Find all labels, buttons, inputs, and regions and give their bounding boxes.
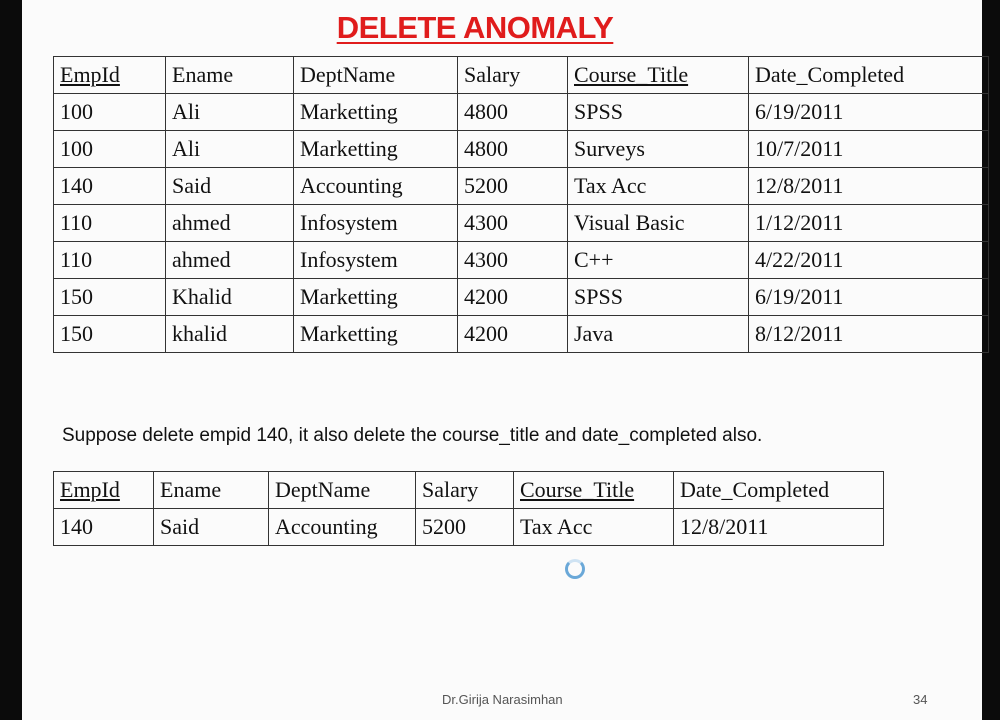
cell-empid: 100 (54, 94, 166, 131)
loading-spinner-icon (565, 559, 585, 579)
cell-empid: 150 (54, 316, 166, 353)
slide-page-number: 34 (913, 692, 928, 707)
cell-empid: 110 (54, 205, 166, 242)
cell-deptname: Accounting (294, 168, 458, 205)
cell-salary: 4800 (458, 131, 568, 168)
cell-salary: 4300 (458, 242, 568, 279)
table-row (54, 168, 989, 205)
cell-salary: 5200 (416, 509, 514, 546)
cell-salary: 4200 (458, 279, 568, 316)
header-salary: Salary (416, 472, 514, 509)
cell-empid: 100 (54, 131, 166, 168)
cell-empid: 110 (54, 242, 166, 279)
footer-author: Dr.Girija Narasimhan (442, 692, 563, 707)
header-course-title: Course_Title (568, 57, 749, 94)
table-row (54, 242, 989, 279)
table-header-row (54, 472, 884, 509)
cell-deptname: Infosystem (294, 242, 458, 279)
cell-course-title: Tax Acc (568, 168, 749, 205)
cell-salary: 5200 (458, 168, 568, 205)
cell-deptname: Marketting (294, 131, 458, 168)
header-empid: EmpId (54, 472, 154, 509)
cell-ename: Ali (166, 131, 294, 168)
header-ename: Ename (166, 57, 294, 94)
cell-course-title: SPSS (568, 94, 749, 131)
cell-ename: Said (154, 509, 269, 546)
cell-salary: 4200 (458, 316, 568, 353)
cell-deptname: Accounting (269, 509, 416, 546)
table-header-row (54, 57, 989, 94)
cell-ename: ahmed (166, 205, 294, 242)
cell-course-title: Tax Acc (514, 509, 674, 546)
cell-course-title: SPSS (568, 279, 749, 316)
table-row (54, 94, 989, 131)
cell-salary: 4800 (458, 94, 568, 131)
cell-deptname: Marketting (294, 279, 458, 316)
cell-ename: khalid (166, 316, 294, 353)
cell-ename: Khalid (166, 279, 294, 316)
explanation-text: Suppose delete empid 140, it also delete the course_title and date_completed also. (62, 425, 763, 446)
cell-date-completed: 12/8/2011 (674, 509, 884, 546)
cell-deptname: Marketting (294, 94, 458, 131)
cell-course-title: Java (568, 316, 749, 353)
cell-ename: ahmed (166, 242, 294, 279)
employee-course-table (53, 56, 989, 353)
header-course-title: Course_Title (514, 472, 674, 509)
cell-empid: 140 (54, 509, 154, 546)
cell-deptname: Infosystem (294, 205, 458, 242)
cell-deptname: Marketting (294, 316, 458, 353)
header-empid: EmpId (54, 57, 166, 94)
cell-ename: Ali (166, 94, 294, 131)
cell-date-completed: 6/19/2011 (749, 94, 989, 131)
cell-date-completed: 10/7/2011 (749, 131, 989, 168)
cell-date-completed: 1/12/2011 (749, 205, 989, 242)
cell-date-completed: 4/22/2011 (749, 242, 989, 279)
cell-empid: 150 (54, 279, 166, 316)
cell-course-title: Surveys (568, 131, 749, 168)
cell-course-title: C++ (568, 242, 749, 279)
cell-empid: 140 (54, 168, 166, 205)
cell-course-title: Visual Basic (568, 205, 749, 242)
header-date-completed: Date_Completed (674, 472, 884, 509)
table-row (54, 131, 989, 168)
cell-date-completed: 12/8/2011 (749, 168, 989, 205)
table-row (54, 279, 989, 316)
header-deptname: DeptName (294, 57, 458, 94)
cell-salary: 4300 (458, 205, 568, 242)
cell-ename: Said (166, 168, 294, 205)
header-date-completed: Date_Completed (749, 57, 989, 94)
header-ename: Ename (154, 472, 269, 509)
slide-title: DELETE ANOMALY (336, 10, 614, 45)
table-row (54, 205, 989, 242)
table-row (54, 509, 884, 546)
header-deptname: DeptName (269, 472, 416, 509)
cell-date-completed: 8/12/2011 (749, 316, 989, 353)
cell-date-completed: 6/19/2011 (749, 279, 989, 316)
header-salary: Salary (458, 57, 568, 94)
table-row (54, 316, 989, 353)
left-frame-border (0, 0, 22, 720)
deleted-row-table (53, 471, 884, 546)
